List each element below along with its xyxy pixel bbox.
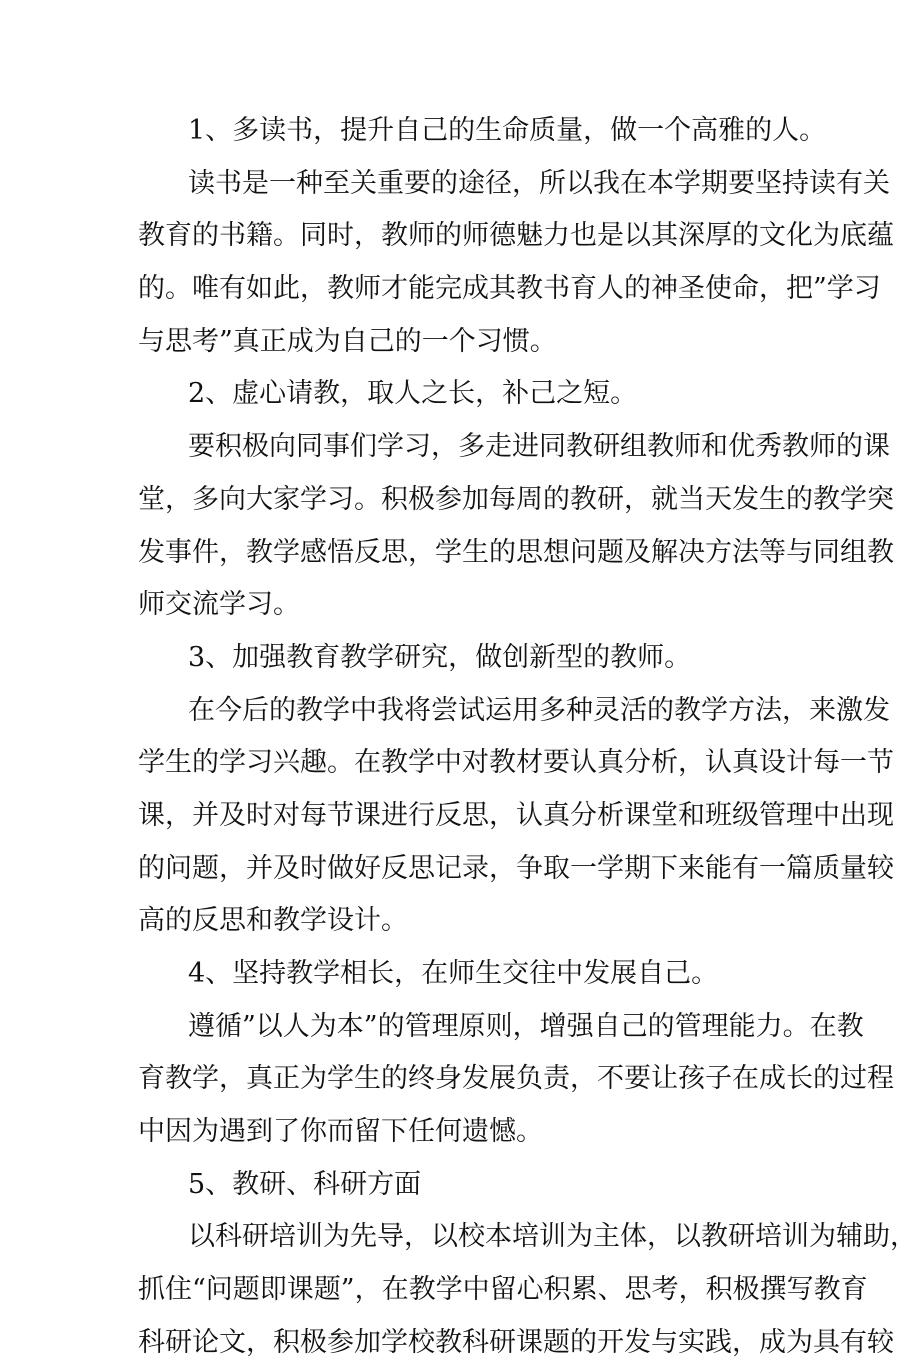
heading-3: 3、加强教育教学研究，做创新型的教师。 <box>188 641 692 673</box>
paragraph-line: 科研论文，积极参加学校教科研课题的开发与实践，成为具有较 <box>138 1326 894 1358</box>
paragraph-line: 抓住“问题即课题”，在教学中留心积累、思考，积极撰写教育 <box>138 1274 868 1306</box>
heading-4: 4、坚持教学相长，在师生交往中发展自己。 <box>188 958 719 989</box>
paragraph-line: 师交流学习。 <box>138 589 300 621</box>
paragraph-line: 课，并及时对每节课进行反思，认真分析课堂和班级管理中出现 <box>138 799 894 831</box>
paragraph-line: 在今后的教学中我将尝试运用多种灵活的教学方法，来激发 <box>188 694 890 726</box>
heading-5: 5、教研、科研方面 <box>188 1168 422 1200</box>
paragraph-line: 遵循”以人为本”的管理原则，增强自己的管理能力。在教 <box>188 1010 864 1042</box>
paragraph-line: 堂，多向大家学习。积极参加每周的教研，就当天发生的教学突 <box>138 483 894 515</box>
paragraph-line: 教育的书籍。同时，教师的师德魅力也是以其深厚的文化为底蕴 <box>138 220 894 252</box>
heading-2: 2、虚心请教，取人之长，补己之短。 <box>188 378 638 410</box>
document-page <box>138 105 917 1370</box>
paragraph-line: 的。唯有如此，教师才能完成其教书育人的神圣使命，把”学习 <box>138 273 881 305</box>
paragraph-line: 以科研培训为先导，以校本培训为主体，以教研培训为辅助， <box>188 1221 917 1253</box>
paragraph-line: 学生的学习兴趣。在教学中对教材要认真分析，认真设计每一节 <box>138 747 894 779</box>
paragraph-line: 的问题，并及时做好反思记录，争取一学期下来能有一篇质量较 <box>138 852 894 884</box>
paragraph-line: 读书是一种至关重要的途径，所以我在本学期要坚持读有关 <box>188 167 890 199</box>
paragraph-line: 育教学，真正为学生的终身发展负责，不要让孩子在成长的过程 <box>138 1063 894 1095</box>
heading-1: 1、多读书，提升自己的生命质量，做一个高雅的人。 <box>188 115 827 146</box>
paragraph-line: 中因为遇到了你而留下任何遗憾。 <box>138 1116 543 1148</box>
paragraph-line: 高的反思和教学设计。 <box>138 905 408 937</box>
paragraph-line: 发事件，教学感悟反思，学生的思想问题及解决方法等与同组教 <box>138 536 894 568</box>
paragraph-line: 要积极向同事们学习，多走进同教研组教师和优秀教师的课 <box>188 431 890 463</box>
paragraph-line: 与思考”真正成为自己的一个习惯。 <box>138 325 557 357</box>
